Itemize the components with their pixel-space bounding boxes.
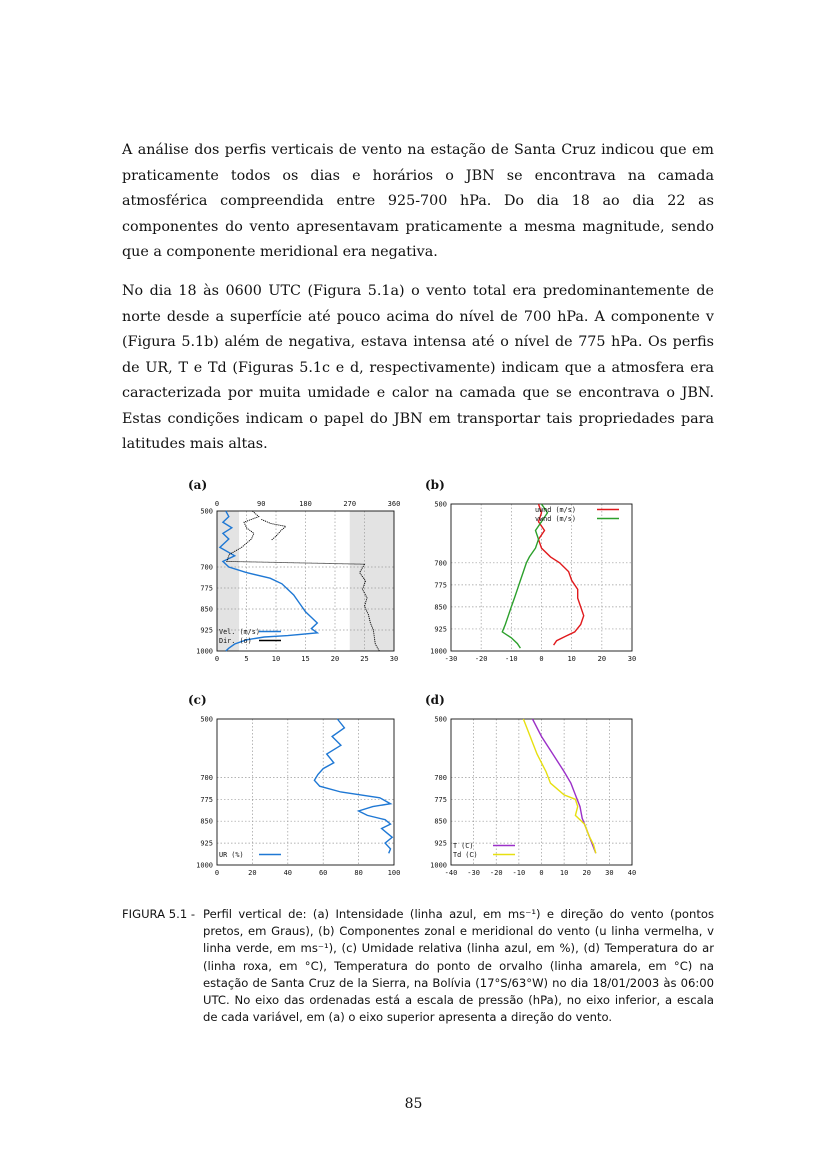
y-tick-label: 500 — [434, 715, 447, 724]
x-tick-label: 100 — [387, 869, 401, 877]
y-tick-label: 700 — [434, 773, 447, 782]
x-tick-label: 40 — [283, 869, 293, 877]
y-tick-label: 500 — [200, 507, 213, 516]
paragraph-2: No dia 18 às 0600 UTC (Figura 5.1a) o vento total era predominantemente de norte desde a superfície até pouco acima do nível de 700 hPa. A componente v (Figura 5.1b) além de negativa, estava intensa até o nível de 775 hPa. Os perfis de UR, T e Td (Figuras 5.1c e d, respectivamente) indicam que a atmosfera era caracterizada por muita umidade e calor na camada que se encontrava o JBN. Estas condições indicam o papel do JBN em transportar tais propriedades para latitudes mais altas. — [122, 283, 714, 452]
x-tick-label: 20 — [582, 869, 591, 877]
x-tick-label: -20 — [474, 655, 488, 663]
x-tick-label: 20 — [330, 655, 340, 663]
y-tick-label: 700 — [200, 563, 213, 572]
y-tick-label: 1000 — [196, 861, 213, 870]
y-tick-label: 775 — [200, 584, 213, 593]
x-tick-label: 10 — [271, 655, 281, 663]
x-tick-label: 25 — [360, 655, 369, 663]
legend-label: vwnd (m/s) — [535, 515, 576, 523]
top-tick-label: 360 — [387, 500, 401, 508]
x-tick-label: 30 — [389, 655, 399, 663]
series-line — [539, 504, 584, 645]
legend-label: Dir. (o) — [219, 637, 252, 645]
x-tick-label: 0 — [214, 655, 220, 663]
x-tick-label: 5 — [244, 655, 249, 663]
series-line — [523, 719, 595, 853]
top-tick-label: 90 — [257, 500, 266, 508]
x-tick-label: 20 — [597, 655, 607, 663]
y-tick-label: 1000 — [430, 861, 447, 870]
x-tick-label: 0 — [539, 655, 544, 663]
legend-label: Td (C) — [453, 851, 478, 859]
x-tick-label: 60 — [318, 869, 328, 877]
y-tick-label: 775 — [434, 795, 447, 804]
y-tick-label: 500 — [200, 715, 213, 724]
caption-label: FIGURA 5.1 - — [122, 907, 196, 921]
page-number: 85 — [404, 1096, 423, 1112]
y-tick-label: 850 — [200, 605, 213, 614]
x-tick-label: -20 — [489, 869, 503, 877]
top-tick-label: 180 — [299, 500, 312, 508]
y-tick-label: 1000 — [430, 647, 447, 656]
panel-c — [188, 693, 400, 877]
y-tick-label: 850 — [434, 817, 447, 826]
top-tick-label: 270 — [343, 500, 357, 508]
panel-b — [425, 478, 636, 663]
panel-label: (a) — [188, 478, 208, 492]
paragraph-1: A análise dos perfis verticais de vento na estação de Santa Cruz indicou que em praticamente todos os dias e horários o JBN se encontrava na camada atmosférica compreendida entre 925-700 hPa. Do dia 18 ao dia 22 as componentes do vento apresentavam praticamente a mesma magnitude, sendo que a componente meridional era negativa. — [122, 142, 714, 260]
legend-label: T (C) — [453, 842, 474, 850]
x-tick-label: 10 — [559, 869, 569, 877]
panel-label: (d) — [425, 693, 445, 707]
y-tick-label: 925 — [200, 626, 213, 635]
series-line — [261, 519, 286, 540]
top-tick-label: 0 — [214, 500, 220, 508]
caption-text: Perfil vertical de: (a) Intensidade (linha azul, em ms⁻¹) e direção do vento (pontos pretos, em Graus), (b) Componentes zonal e meridional do vento (u linha vermelha, v linha verde, em ms⁻¹), (c) Umidade relativa (linha azul, em %), (d) Temperatura do ar (linha roxa, em °C), Temperatura do ponto de orvalho (linha amarela, em °C) na estação de Santa Cruz de la Sierra, na Bolívia (17°S/63°W) no dia 18/01/2003 às 06:00 UTC. No eixo das ordenadas está a escala de pressão (hPa), no eixo inferior, a escala de cada variável, em (a) o eixo superior apresenta a direção do vento. — [203, 907, 714, 1025]
x-tick-label: -30 — [444, 655, 458, 663]
x-tick-label: 15 — [301, 655, 310, 663]
x-tick-label: 20 — [248, 869, 257, 877]
y-tick-label: 850 — [200, 817, 213, 826]
panel-label: (c) — [188, 693, 207, 707]
x-tick-label: 0 — [539, 869, 544, 877]
y-tick-label: 925 — [200, 839, 213, 848]
x-tick-label: -10 — [505, 655, 518, 663]
y-tick-label: 500 — [434, 500, 447, 509]
legend-label: Vel. (m/s) — [219, 628, 260, 636]
panel-a — [188, 478, 400, 663]
x-tick-label: -30 — [467, 869, 480, 877]
x-tick-label: 10 — [567, 655, 576, 663]
x-tick-label: 40 — [627, 869, 637, 877]
x-tick-label: -10 — [512, 869, 526, 877]
x-tick-label: 30 — [605, 869, 614, 877]
y-tick-label: 700 — [434, 559, 447, 568]
x-tick-label: -40 — [444, 869, 458, 877]
y-tick-label: 925 — [434, 625, 447, 634]
legend-label: UR (%) — [219, 851, 244, 859]
panel-d — [425, 693, 636, 877]
panel-label: (b) — [425, 478, 445, 492]
x-tick-label: 30 — [627, 655, 637, 663]
y-tick-label: 1000 — [196, 647, 213, 656]
legend-label: uwnd (m/s) — [535, 506, 576, 514]
y-tick-label: 775 — [434, 581, 447, 590]
y-tick-label: 925 — [434, 839, 447, 848]
y-tick-label: 775 — [200, 795, 213, 804]
y-tick-label: 700 — [200, 773, 213, 782]
y-tick-label: 850 — [434, 603, 447, 612]
x-tick-label: 80 — [354, 869, 363, 877]
series-line — [314, 719, 392, 853]
x-tick-label: 0 — [214, 869, 220, 877]
